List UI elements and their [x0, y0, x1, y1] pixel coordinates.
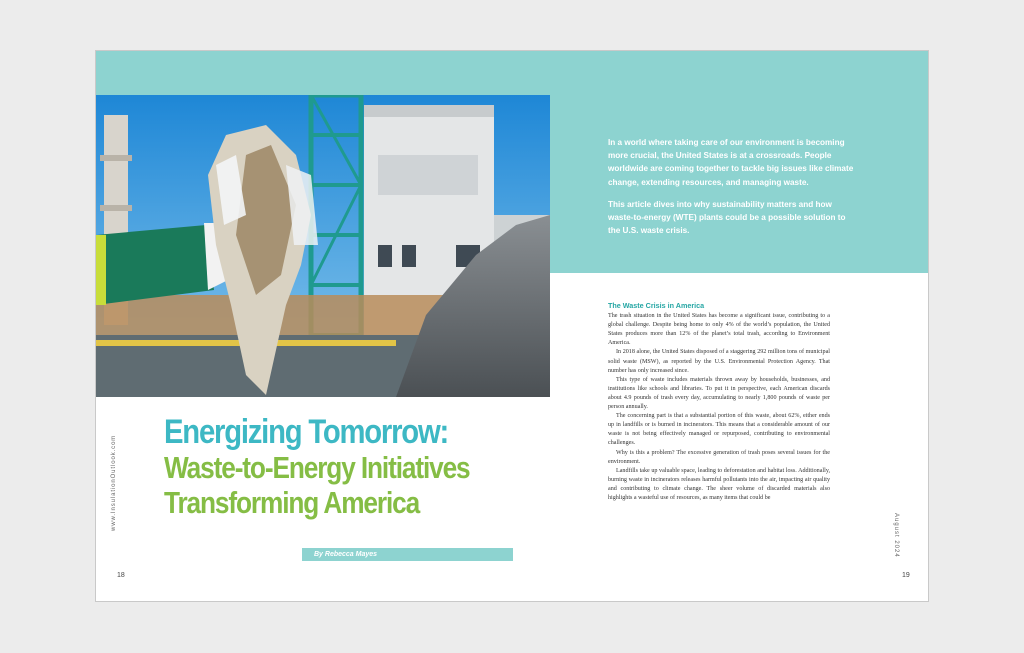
body-paragraph: Why is this a problem? The excessive generation of trash poses several issues for the environment.: [608, 449, 830, 465]
hero-photo: [96, 95, 550, 397]
title-line-2: Waste-to-Energy Initiatives: [164, 451, 470, 485]
website-side-label: www.InsulationOutlook.com: [111, 434, 117, 531]
intro-paragraph: In a world where taking care of our environment is becoming more crucial, the United States is at a crossroads. People worldwide are coming together to tackle big issues like climate change, extending resources, and managing waste.: [608, 138, 854, 187]
byline: By Rebecca Mayes: [302, 548, 513, 561]
body-paragraph: The concerning part is that a substantial portion of this waste, about 62%, either ends up in landfills or is burned in incinerators. This means that a considerable amount of our waste is not being effectively managed or repurposed, contributing to environmental challenges.: [608, 413, 830, 447]
body-paragraph: This type of waste includes materials thrown away by households, businesses, and institutions like schools and libraries. To put it in perspective, each American discards about 4.9 pounds of trash every day, accumulating to nearly 1,800 pounds of waste per person annually.: [608, 376, 830, 411]
body-paragraph: The trash situation in the United States has become a significant issue, contributing to a global challenge. Despite being home to only 4% of the world’s population, the United States produces more than 12% of the planet’s total trash, according to Environment America.: [608, 313, 830, 347]
magazine-spread: [95, 50, 929, 602]
page-number-right: 19: [902, 572, 910, 579]
page-number-left: 18: [117, 572, 125, 579]
title-line-1: Energizing Tomorrow:: [164, 413, 449, 451]
body-paragraph: Landfills take up valuable space, leading to deforestation and habitat loss. Additionally, burning waste in incinerators releases harmful pollutants into the air, impacting air quality and contributing to climate change. The sheer volume of discarded materials also highlights a wasteful use of resources, as many items that could be: [608, 467, 830, 501]
article-title: [164, 415, 544, 518]
issue-date-side-label: August 2024: [893, 513, 899, 558]
intro-paragraph: This article dives into why sustainability matters and how waste-to-energy (WTE) plants could be a possible solution to the U.S. waste crisis.: [608, 199, 846, 236]
top-teal-band: [96, 51, 929, 95]
article-body: [608, 301, 830, 503]
intro-text: [608, 136, 854, 246]
section-heading: The Waste Crisis in America: [608, 301, 705, 310]
waste-plant-illustration: [96, 95, 550, 397]
title-line-3: Transforming America: [164, 485, 420, 520]
body-paragraph: In 2018 alone, the United States disposed of a staggering 292 million tons of municipal solid waste (MSW), as reported by the U.S. Environmental Protection Agency. That number has only increased since.: [608, 349, 830, 374]
